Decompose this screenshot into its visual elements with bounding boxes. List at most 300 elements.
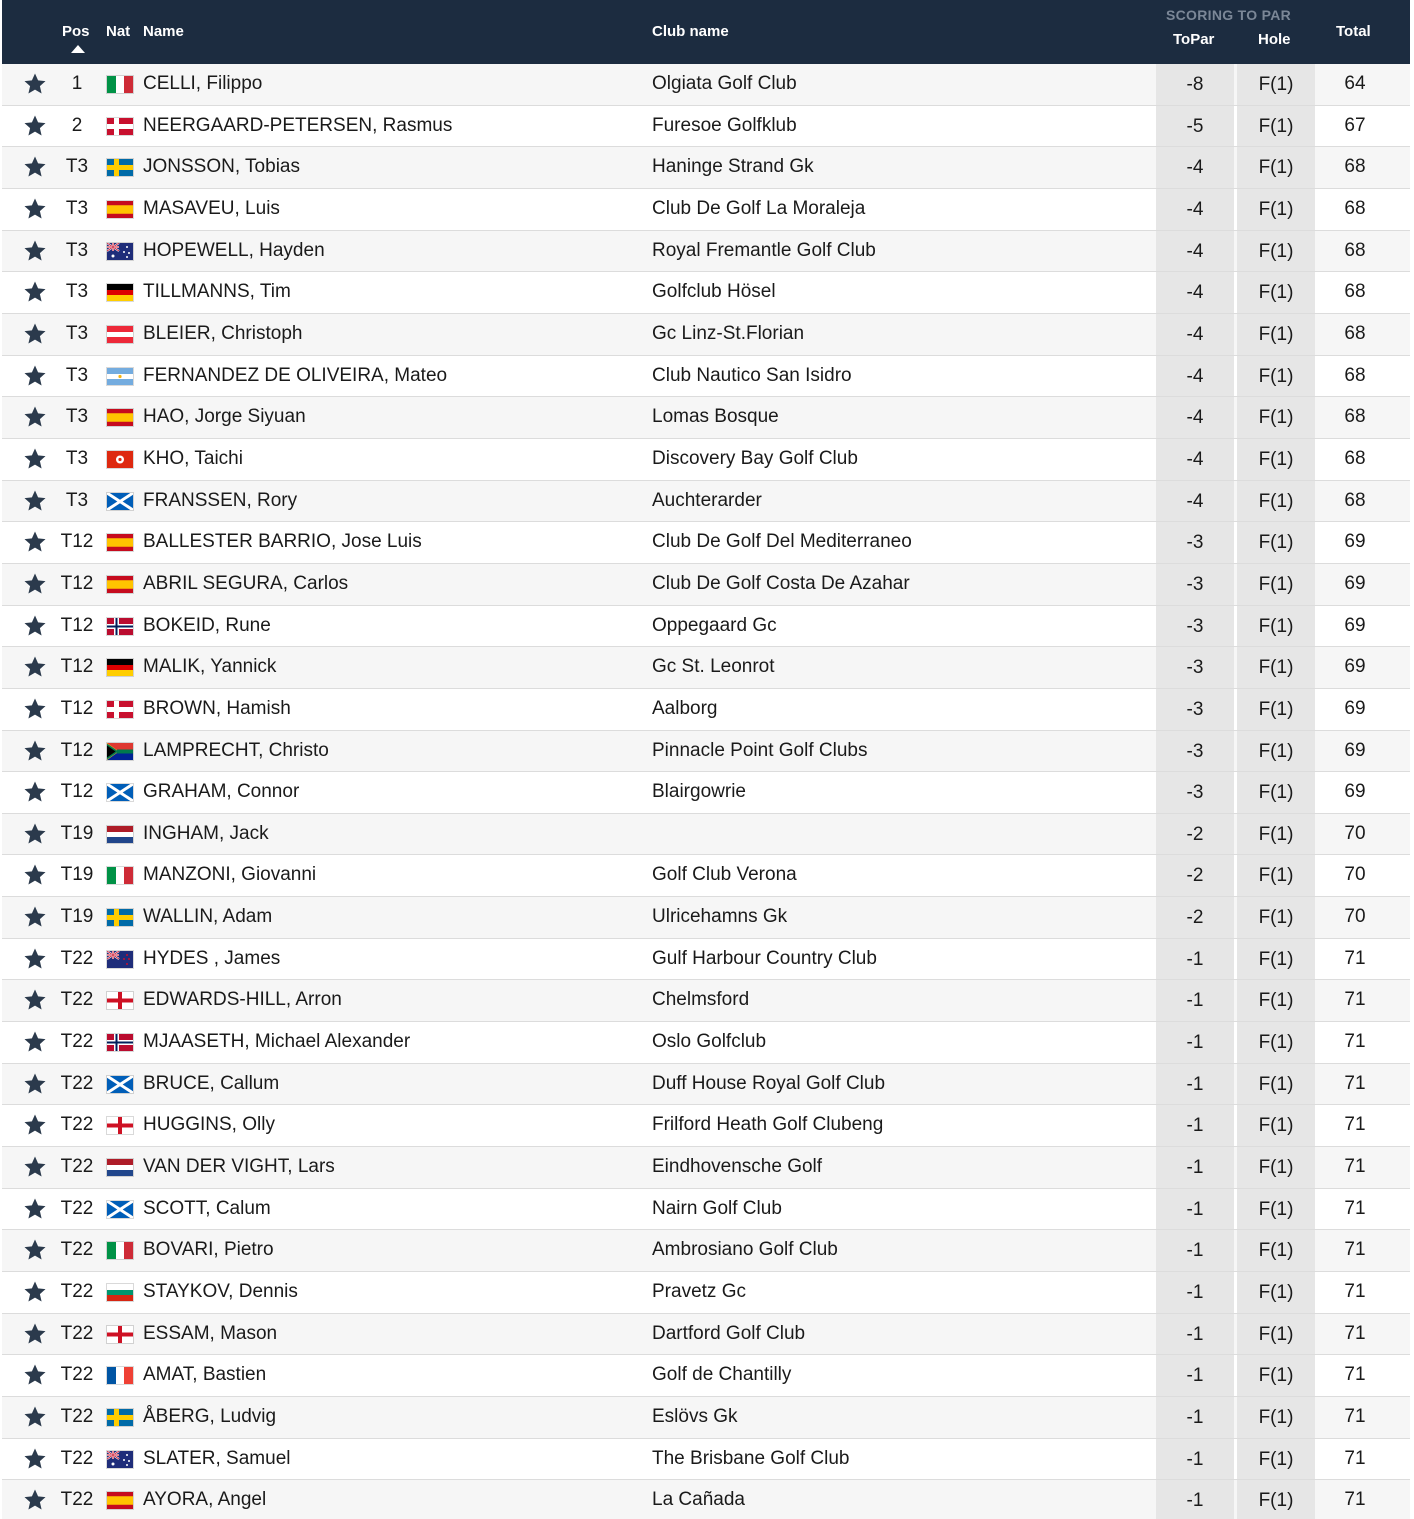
- club-name: Duff House Royal Golf Club: [652, 1072, 886, 1094]
- table-row[interactable]: [2, 897, 1410, 939]
- position-cell: T3: [65, 364, 89, 386]
- column-group-scoring-to-par: SCORING TO PAR: [1166, 7, 1292, 23]
- position-cell: T3: [65, 197, 89, 219]
- player-name[interactable]: HOPEWELL, Hayden: [143, 239, 325, 261]
- star-icon[interactable]: [23, 239, 47, 263]
- total-cell: 68: [1344, 447, 1366, 469]
- flag-icon: [107, 243, 133, 260]
- table-row[interactable]: [2, 147, 1410, 189]
- star-icon[interactable]: [23, 1447, 47, 1471]
- total-cell: 71: [1344, 1072, 1366, 1094]
- total-cell: 70: [1344, 822, 1366, 844]
- table-row[interactable]: [2, 272, 1410, 314]
- position-cell: 1: [71, 73, 83, 94]
- star-icon[interactable]: [23, 280, 47, 304]
- star-icon[interactable]: [23, 530, 47, 554]
- flag-icon: [107, 159, 133, 176]
- column-header-total[interactable]: Total: [1336, 23, 1371, 40]
- to-par-cell: -1: [1156, 939, 1234, 980]
- club-name: Discovery Bay Golf Club: [652, 447, 858, 469]
- total-cell: 69: [1344, 614, 1366, 636]
- hole-cell: F(1): [1237, 647, 1315, 688]
- table-row[interactable]: [2, 939, 1410, 981]
- to-par-cell: -4: [1156, 272, 1234, 313]
- hole-cell: F(1): [1237, 980, 1315, 1021]
- player-name[interactable]: INGHAM, Jack: [143, 822, 269, 844]
- table-row[interactable]: [2, 522, 1410, 564]
- total-cell: 71: [1344, 1114, 1366, 1136]
- club-name: Golfclub Hösel: [652, 281, 776, 303]
- flag-icon: [107, 201, 133, 218]
- total-cell: 70: [1344, 906, 1366, 928]
- player-name[interactable]: TILLMANNS, Tim: [143, 281, 291, 303]
- hole-cell: F(1): [1237, 272, 1315, 313]
- club-name: Frilford Heath Golf Clubeng: [652, 1114, 884, 1136]
- star-icon[interactable]: [23, 1488, 47, 1512]
- table-row[interactable]: [2, 356, 1410, 398]
- hole-cell: F(1): [1237, 1230, 1315, 1271]
- column-header-club[interactable]: Club name: [652, 23, 729, 40]
- flag-icon: [107, 493, 133, 510]
- table-row[interactable]: [2, 314, 1410, 356]
- position-cell: T12: [60, 739, 94, 761]
- to-par-cell: -3: [1156, 522, 1234, 563]
- club-name: Club Nautico San Isidro: [652, 364, 852, 386]
- star-icon[interactable]: [23, 447, 47, 471]
- flag-icon: [107, 1034, 133, 1051]
- hole-cell: F(1): [1237, 689, 1315, 730]
- star-icon[interactable]: [23, 697, 47, 721]
- hole-cell: F(1): [1237, 439, 1315, 480]
- player-name[interactable]: AMAT, Bastien: [143, 1364, 267, 1386]
- player-name[interactable]: SCOTT, Calum: [143, 1197, 271, 1219]
- table-row[interactable]: [2, 772, 1410, 814]
- player-name[interactable]: SLATER, Samuel: [143, 1447, 291, 1469]
- total-cell: 71: [1344, 947, 1366, 969]
- to-par-cell: -3: [1156, 606, 1234, 647]
- club-name: Dartford Golf Club: [652, 1322, 806, 1344]
- position-cell: T19: [60, 822, 94, 844]
- club-name: Royal Fremantle Golf Club: [652, 239, 876, 261]
- player-name[interactable]: BOKEID, Rune: [143, 614, 271, 636]
- hole-cell: F(1): [1237, 1022, 1315, 1063]
- table-row[interactable]: [2, 855, 1410, 897]
- to-par-cell: -2: [1156, 814, 1234, 855]
- flag-icon: [107, 743, 133, 760]
- table-row[interactable]: [2, 564, 1410, 606]
- total-cell: 71: [1344, 1156, 1366, 1178]
- table-row[interactable]: [2, 439, 1410, 481]
- star-icon[interactable]: [23, 114, 47, 138]
- player-name[interactable]: BALLESTER BARRIO, Jose Luis: [143, 531, 422, 553]
- club-name: Olgiata Golf Club: [652, 73, 797, 94]
- total-cell: 71: [1344, 1406, 1366, 1427]
- total-cell: 68: [1344, 489, 1366, 511]
- total-cell: 68: [1344, 364, 1366, 386]
- star-icon[interactable]: [23, 1405, 47, 1429]
- flag-icon: [107, 826, 133, 843]
- to-par-cell: -2: [1156, 855, 1234, 896]
- player-name[interactable]: CELLI, Filippo: [143, 73, 263, 94]
- star-icon[interactable]: [23, 364, 47, 388]
- position-cell: T22: [60, 947, 94, 969]
- total-cell: 69: [1344, 531, 1366, 553]
- hole-cell: F(1): [1237, 814, 1315, 855]
- total-cell: 71: [1344, 1239, 1366, 1261]
- to-par-cell: -3: [1156, 731, 1234, 772]
- table-row[interactable]: [2, 64, 1410, 106]
- star-icon[interactable]: [23, 322, 47, 346]
- to-par-cell: -4: [1156, 147, 1234, 188]
- star-icon[interactable]: [23, 1197, 47, 1221]
- star-icon[interactable]: [23, 1280, 47, 1304]
- flag-icon: [107, 909, 133, 926]
- player-name[interactable]: AYORA, Angel: [143, 1489, 267, 1511]
- club-name: Gulf Harbour Country Club: [652, 947, 877, 969]
- to-par-cell: -4: [1156, 356, 1234, 397]
- player-name[interactable]: BOVARI, Pietro: [143, 1239, 274, 1261]
- club-name: Blairgowrie: [652, 781, 746, 803]
- player-name[interactable]: JONSSON, Tobias: [143, 156, 300, 178]
- club-name: Club De Golf Costa De Azahar: [652, 572, 910, 594]
- player-name[interactable]: GRAHAM, Connor: [143, 781, 300, 803]
- hole-cell: F(1): [1237, 606, 1315, 647]
- position-cell: T3: [65, 281, 89, 303]
- position-cell: T12: [60, 572, 94, 594]
- club-name: La Cañada: [652, 1489, 745, 1511]
- flag-icon: [107, 284, 133, 301]
- club-name: Gc Linz-St.Florian: [652, 322, 805, 344]
- hole-cell: F(1): [1237, 1189, 1315, 1230]
- position-cell: T12: [60, 697, 94, 719]
- table-row[interactable]: [2, 980, 1410, 1022]
- position-cell: T19: [60, 864, 94, 886]
- to-par-cell: -1: [1156, 1105, 1234, 1146]
- table-row[interactable]: [2, 647, 1410, 689]
- star-icon[interactable]: [23, 405, 47, 429]
- flag-icon: [107, 784, 133, 801]
- player-name[interactable]: KHO, Taichi: [143, 447, 243, 469]
- position-cell: T19: [60, 906, 94, 928]
- to-par-cell: -1: [1156, 1189, 1234, 1230]
- hole-cell: F(1): [1237, 522, 1315, 563]
- club-name: Club De Golf Del Mediterraneo: [652, 531, 912, 553]
- total-cell: 71: [1344, 989, 1366, 1011]
- flag-icon: [107, 1451, 133, 1468]
- club-name: Ambrosiano Golf Club: [652, 1239, 838, 1261]
- table-row[interactable]: [2, 814, 1410, 856]
- star-icon[interactable]: [23, 1113, 47, 1137]
- flag-icon: [107, 1367, 133, 1384]
- position-cell: T12: [60, 656, 94, 678]
- position-cell: T22: [60, 1364, 94, 1386]
- flag-icon: [107, 618, 133, 635]
- player-name[interactable]: MJAASETH, Michael Alexander: [143, 1031, 411, 1053]
- club-name: Auchterarder: [652, 489, 762, 511]
- club-name: Ulricehamns Gk: [652, 906, 788, 928]
- position-cell: 2: [71, 114, 83, 136]
- position-cell: T22: [60, 1031, 94, 1053]
- flag-icon: [107, 1159, 133, 1176]
- position-cell: T22: [60, 1489, 94, 1511]
- hole-cell: F(1): [1237, 106, 1315, 147]
- position-cell: T22: [60, 1114, 94, 1136]
- total-cell: 68: [1344, 406, 1366, 428]
- hole-cell: F(1): [1237, 189, 1315, 230]
- to-par-cell: -1: [1156, 1355, 1234, 1396]
- table-row[interactable]: [2, 1272, 1410, 1314]
- table-row[interactable]: [2, 1439, 1410, 1481]
- flag-icon: [107, 1201, 133, 1218]
- hole-cell: F(1): [1237, 731, 1315, 772]
- star-icon[interactable]: [23, 655, 47, 679]
- hole-cell: F(1): [1237, 1314, 1315, 1355]
- hole-cell: F(1): [1237, 897, 1315, 938]
- player-name[interactable]: MASAVEU, Luis: [143, 197, 280, 219]
- table-row[interactable]: [2, 731, 1410, 773]
- position-cell: T12: [60, 781, 94, 803]
- star-icon[interactable]: [23, 905, 47, 929]
- flag-icon: [107, 326, 133, 343]
- hole-cell: F(1): [1237, 64, 1315, 105]
- total-cell: 68: [1344, 322, 1366, 344]
- position-cell: T22: [60, 1197, 94, 1219]
- flag-icon: [107, 534, 133, 551]
- table-row[interactable]: [2, 1064, 1410, 1106]
- table-row[interactable]: [2, 1480, 1410, 1519]
- total-cell: 71: [1344, 1197, 1366, 1219]
- to-par-cell: -8: [1156, 64, 1234, 105]
- position-cell: T22: [60, 1281, 94, 1303]
- position-cell: T22: [60, 1239, 94, 1261]
- to-par-cell: -1: [1156, 1439, 1234, 1480]
- club-name: Lomas Bosque: [652, 406, 779, 428]
- club-name: Club De Golf La Moraleja: [652, 197, 866, 219]
- table-row[interactable]: [2, 106, 1410, 148]
- star-icon[interactable]: [23, 1030, 47, 1054]
- total-cell: 69: [1344, 781, 1366, 803]
- table-row[interactable]: [2, 189, 1410, 231]
- to-par-cell: -1: [1156, 1314, 1234, 1355]
- player-name[interactable]: WALLIN, Adam: [143, 906, 273, 928]
- hole-cell: F(1): [1237, 1064, 1315, 1105]
- club-name: Aalborg: [652, 697, 718, 719]
- total-cell: 71: [1344, 1281, 1366, 1303]
- star-icon[interactable]: [23, 155, 47, 179]
- flag-icon: [107, 701, 133, 718]
- table-row[interactable]: [2, 1022, 1410, 1064]
- flag-icon: [107, 368, 133, 385]
- position-cell: T22: [60, 1322, 94, 1344]
- player-name[interactable]: NEERGAARD-PETERSEN, Rasmus: [143, 114, 453, 136]
- player-name[interactable]: ÅBERG, Ludvig: [143, 1406, 277, 1427]
- flag-icon: [107, 1242, 133, 1259]
- table-row[interactable]: [2, 1355, 1410, 1397]
- player-name[interactable]: HAO, Jorge Siyuan: [143, 406, 306, 428]
- to-par-cell: -1: [1156, 1230, 1234, 1271]
- total-cell: 68: [1344, 281, 1366, 303]
- player-name[interactable]: FRANSSEN, Rory: [143, 489, 298, 511]
- position-cell: T3: [65, 156, 89, 178]
- player-name[interactable]: FERNANDEZ DE OLIVEIRA, Mateo: [143, 364, 448, 386]
- hole-cell: F(1): [1237, 397, 1315, 438]
- hole-cell: F(1): [1237, 855, 1315, 896]
- to-par-cell: -3: [1156, 772, 1234, 813]
- flag-icon: [107, 867, 133, 884]
- star-icon[interactable]: [23, 1363, 47, 1387]
- leaderboard-header: [2, 0, 1410, 64]
- player-name[interactable]: ESSAM, Mason: [143, 1322, 278, 1344]
- table-row[interactable]: [2, 1397, 1410, 1439]
- to-par-cell: -3: [1156, 689, 1234, 730]
- to-par-cell: -3: [1156, 564, 1234, 605]
- hole-cell: F(1): [1237, 1355, 1315, 1396]
- table-row[interactable]: [2, 231, 1410, 273]
- hole-cell: F(1): [1237, 1439, 1315, 1480]
- position-cell: T22: [60, 1447, 94, 1469]
- player-name[interactable]: BLEIER, Christoph: [143, 322, 303, 344]
- position-cell: T22: [60, 1156, 94, 1178]
- position-cell: T22: [60, 989, 94, 1011]
- star-icon[interactable]: [23, 780, 47, 804]
- flag-icon: [107, 118, 133, 135]
- club-name: Golf Club Verona: [652, 864, 797, 886]
- to-par-cell: -1: [1156, 1272, 1234, 1313]
- position-cell: T3: [65, 447, 89, 469]
- column-header-nat[interactable]: Nat: [106, 23, 131, 40]
- position-cell: T3: [65, 322, 89, 344]
- total-cell: 71: [1344, 1364, 1366, 1386]
- hole-cell: F(1): [1237, 939, 1315, 980]
- flag-icon: [107, 951, 133, 968]
- table-row[interactable]: [2, 689, 1410, 731]
- club-name: Furesoe Golfklub: [652, 114, 797, 136]
- club-name: Oslo Golfclub: [652, 1031, 767, 1053]
- table-row[interactable]: [2, 1105, 1410, 1147]
- club-name: Gc St. Leonrot: [652, 656, 775, 678]
- total-cell: 69: [1344, 697, 1366, 719]
- flag-icon: [107, 1076, 133, 1093]
- flag-icon: [107, 992, 133, 1009]
- to-par-cell: -1: [1156, 1480, 1234, 1519]
- position-cell: T12: [60, 531, 94, 553]
- to-par-cell: -4: [1156, 314, 1234, 355]
- to-par-cell: -1: [1156, 980, 1234, 1021]
- hole-cell: F(1): [1237, 564, 1315, 605]
- player-name[interactable]: HYDES , James: [143, 947, 281, 969]
- hole-cell: F(1): [1237, 772, 1315, 813]
- star-icon[interactable]: [23, 489, 47, 513]
- star-icon[interactable]: [23, 614, 47, 638]
- flag-icon: [107, 76, 133, 93]
- flag-icon: [107, 1326, 133, 1343]
- column-header-hole[interactable]: Hole: [1258, 31, 1291, 48]
- star-icon[interactable]: [23, 197, 47, 221]
- total-cell: 69: [1344, 656, 1366, 678]
- column-header-name[interactable]: Name: [143, 23, 184, 40]
- table-row[interactable]: [2, 1314, 1410, 1356]
- club-name: Golf de Chantilly: [652, 1364, 792, 1386]
- total-cell: 70: [1344, 864, 1366, 886]
- hole-cell: F(1): [1237, 481, 1315, 522]
- hole-cell: F(1): [1237, 147, 1315, 188]
- sort-ascending-icon[interactable]: [71, 45, 85, 53]
- total-cell: 68: [1344, 156, 1366, 178]
- player-name[interactable]: HUGGINS, Olly: [143, 1114, 275, 1136]
- club-name: The Brisbane Golf Club: [652, 1447, 850, 1469]
- table-row[interactable]: [2, 1189, 1410, 1231]
- table-row[interactable]: [2, 397, 1410, 439]
- star-icon[interactable]: [23, 863, 47, 887]
- total-cell: 68: [1344, 239, 1366, 261]
- star-icon[interactable]: [23, 1155, 47, 1179]
- table-row[interactable]: [2, 1147, 1410, 1189]
- player-name[interactable]: MALIK, Yannick: [143, 656, 277, 678]
- player-name[interactable]: BRUCE, Callum: [143, 1072, 280, 1094]
- star-icon[interactable]: [23, 739, 47, 763]
- star-icon[interactable]: [23, 988, 47, 1012]
- to-par-cell: -2: [1156, 897, 1234, 938]
- flag-icon: [107, 659, 133, 676]
- player-name[interactable]: BROWN, Hamish: [143, 697, 291, 719]
- to-par-cell: -5: [1156, 106, 1234, 147]
- column-header-topar[interactable]: ToPar: [1173, 31, 1215, 48]
- to-par-cell: -4: [1156, 231, 1234, 272]
- club-name: Haninge Strand Gk: [652, 156, 814, 178]
- star-icon[interactable]: [23, 572, 47, 596]
- star-icon[interactable]: [23, 947, 47, 971]
- position-cell: T12: [60, 614, 94, 636]
- to-par-cell: -4: [1156, 189, 1234, 230]
- column-header-pos[interactable]: Pos: [62, 23, 90, 40]
- club-name: Nairn Golf Club: [652, 1197, 782, 1219]
- total-cell: 71: [1344, 1489, 1366, 1511]
- flag-icon: [107, 451, 133, 468]
- club-name: Pinnacle Point Golf Clubs: [652, 739, 868, 761]
- hole-cell: F(1): [1237, 1272, 1315, 1313]
- star-icon[interactable]: [23, 1238, 47, 1262]
- flag-icon: [107, 1284, 133, 1301]
- player-name[interactable]: EDWARDS-HILL, Arron: [143, 989, 342, 1011]
- total-cell: 67: [1344, 114, 1366, 136]
- hole-cell: F(1): [1237, 1105, 1315, 1146]
- star-icon[interactable]: [23, 1072, 47, 1096]
- table-row[interactable]: [2, 606, 1410, 648]
- flag-icon: [107, 1492, 133, 1509]
- to-par-cell: -1: [1156, 1022, 1234, 1063]
- player-name[interactable]: ABRIL SEGURA, Carlos: [143, 572, 349, 594]
- table-row[interactable]: [2, 1230, 1410, 1272]
- flag-icon: [107, 576, 133, 593]
- player-name[interactable]: VAN DER VIGHT, Lars: [143, 1156, 335, 1178]
- star-icon[interactable]: [23, 1322, 47, 1346]
- player-name[interactable]: STAYKOV, Dennis: [143, 1281, 298, 1303]
- player-name[interactable]: LAMPRECHT, Christo: [143, 739, 329, 761]
- club-name: Eindhovensche Golf: [652, 1156, 823, 1178]
- total-cell: 69: [1344, 739, 1366, 761]
- club-name: Chelmsford: [652, 989, 750, 1011]
- table-row[interactable]: [2, 481, 1410, 523]
- star-icon[interactable]: [23, 72, 47, 96]
- total-cell: 69: [1344, 572, 1366, 594]
- to-par-cell: -4: [1156, 481, 1234, 522]
- to-par-cell: -4: [1156, 439, 1234, 480]
- total-cell: 64: [1344, 73, 1366, 94]
- total-cell: 71: [1344, 1447, 1366, 1469]
- player-name[interactable]: MANZONI, Giovanni: [143, 864, 317, 886]
- star-icon[interactable]: [23, 822, 47, 846]
- club-name: Eslövs Gk: [652, 1406, 738, 1427]
